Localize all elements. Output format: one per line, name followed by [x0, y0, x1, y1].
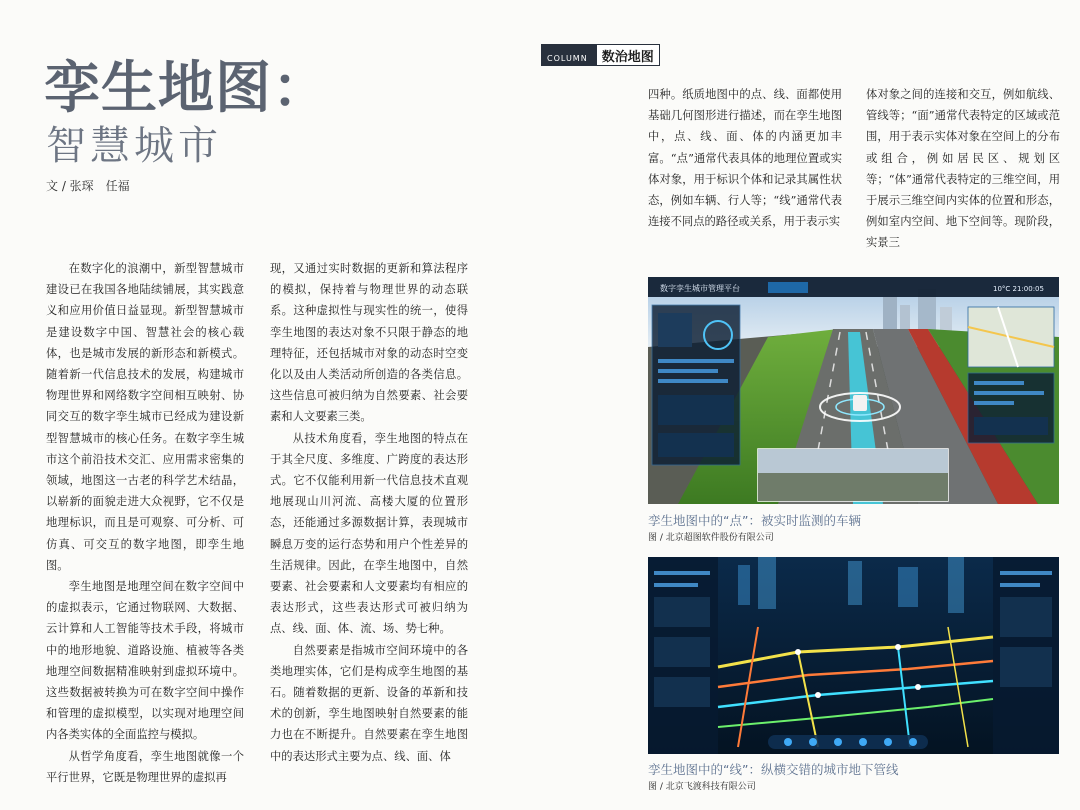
column-label-en: COLUMN: [541, 44, 594, 66]
byline: 文 / 张琛 任福: [46, 179, 130, 193]
body-column-3: [648, 84, 842, 232]
paragraph: 自然要素是指城市空间环境中的各类地理实体，它们是构成孪生地图的基石。随着数据的更新、设备的革新和技术的创新，孪生地图映射自然要素的能力也在不断提升。自然要素在孪生地图中的表达形式主要为点、线、面、体: [270, 643, 468, 763]
paragraph: 四种。纸质地图中的点、线、面都使用基础几何图形进行描述，而在孪生地图中，点、线、面、体的内涵更加丰富。“点”通常代表具体的地理位置或实体对象，用于标识个体和记录其属性状态，例如车辆、行人等；“线”通常代表连接不同点的路径或关系，用于表示实: [648, 88, 842, 229]
platform-title: 数字孪生城市管理平台: [660, 284, 740, 293]
overlay-clock: 10°C 21:00:05: [993, 285, 1044, 293]
figure-credit: 图 / 北京超图软件股份有限公司: [648, 533, 774, 543]
body-column-4: [866, 84, 1060, 254]
paragraph: 现，又通过实时数据的更新和算法程序的模拟，保持着与物理世界的动态联系。这种虚拟性与现实性的统一，使得孪生地图的表达对象不只限于静态的地理特征，还包括城市对象的动态时空变化以及由人类活动所创造的各类信息。这些信息可被归纳为自然要素、社会要素和人文要素三类。: [270, 262, 468, 424]
column-label-cn: 数治地图: [594, 44, 660, 66]
body-column-1: [46, 258, 244, 788]
figure-credit: 图 / 北京飞渡科技有限公司: [648, 782, 756, 792]
figure-caption: 孪生地图中的“线”：纵横交错的城市地下管线: [648, 762, 899, 777]
article-subtitle: 智慧城市: [46, 123, 222, 169]
column-tag: [541, 44, 660, 66]
figure-vehicle-monitoring: [648, 277, 1059, 504]
paragraph: 孪生地图是地理空间在数字空间中的虚拟表示，它通过物联网、大数据、云计算和人工智能等技术手段，将城市中的地形地貌、道路设施、植被等各类地理空间数据精准映射到虚拟环境中。这些数据被转换为可在数字空间中操作和管理的虚拟模型，以实现对地理空间内各类实体的全面监控与模拟。: [46, 580, 244, 742]
figure-underground-pipelines: [648, 557, 1059, 754]
figure-caption: 孪生地图中的“点”：被实时监测的车辆: [648, 513, 861, 528]
paragraph: 在数字化的浪潮中，新型智慧城市建设已在我国各地陆续铺展，其实践意义和应用价值日益显现。新型智慧城市是建设数字中国、智慧社会的核心载体，也是城市发展的新形态和新模式。随着新一代信息技术的发展，构建城市物理世界和网络数字空间相互映射、协同交互的数字孪生城市已经成为建设新型智慧城市的核心任务。在数字孪生城市这个前沿技术交汇、应用需求密集的领域，地图这一古老的科学艺术结晶，以崭新的面貌走进大众视野，它不仅是地理标识，而且是可观察、可分析、可仿真、可交互的数字地图，即孪生地图。: [46, 262, 244, 572]
article-title: 孪生地图：: [44, 56, 329, 121]
body-column-2: [270, 258, 468, 767]
paragraph: 从哲学角度看，孪生地图就像一个平行世界，它既是物理世界的虚拟再: [46, 749, 244, 784]
paragraph: 从技术角度看，孪生地图的特点在于其全尺度、多维度、广跨度的表达形式。它不仅能利用新一代信息技术直观地展现山川河流、高楼大厦的位置形态，还能通过多源数据计算，表现城市瞬息万变的运行态势和用户个性差异的生活规律。因此，在孪生地图中，自然要素、社会要素和人文要素均有相应的表达形式，这些表达形式可被归纳为点、线、面、体、流、场、势七种。: [270, 431, 468, 636]
paragraph: 体对象之间的连接和交互，例如航线、管线等；“面”通常代表特定的区域或范围，用于表示实体对象在空间上的分布或组合，例如居民区、规划区等；“体”通常代表特定的三维空间，用于展示三维空间内实体的位置和形态，例如室内空间、地下空间等。现阶段，实景三: [866, 88, 1060, 250]
